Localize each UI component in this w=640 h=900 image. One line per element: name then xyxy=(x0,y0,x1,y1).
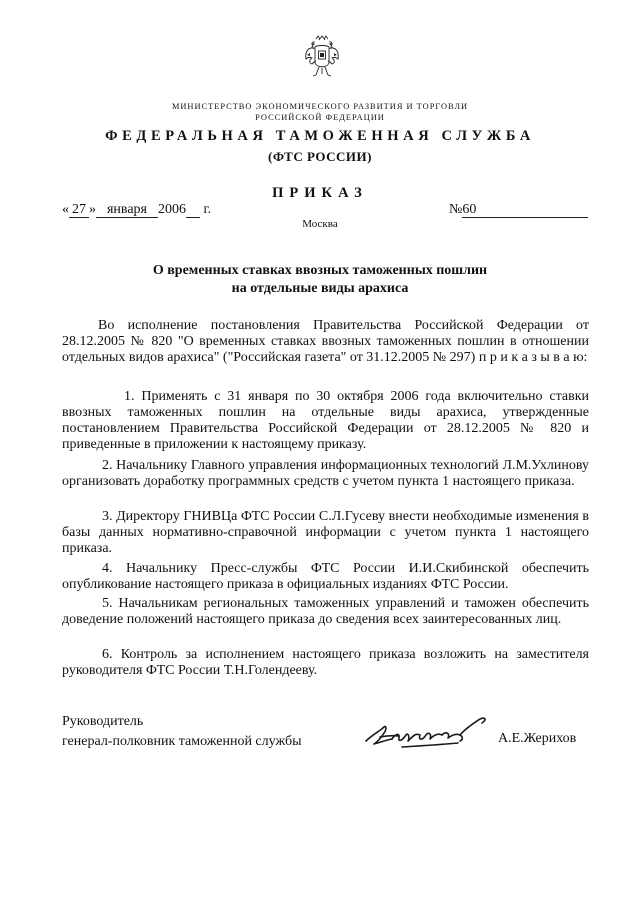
date-year-suffix: г. xyxy=(203,202,212,217)
date-year-blank xyxy=(186,202,200,218)
order-number xyxy=(449,202,588,218)
item-2: 2. Начальнику Главного управления информационных технологий Л.М.Ухлинову организовать доработку программных средств с учетом пункта 1 настоящего приказа. xyxy=(62,458,589,489)
signatory-name: А.Е.Жерихов xyxy=(498,731,577,746)
handwritten-signature xyxy=(362,713,510,759)
ministry-line-1: МИНИСТЕРСТВО ЭКОНОМИЧЕСКОГО РАЗВИТИЯ И ТОРГОВЛИ xyxy=(171,102,469,111)
signature-scribble-icon xyxy=(362,713,510,759)
date-open-quote: « xyxy=(62,202,69,217)
item-3: 3. Директору ГНИВЦа ФТС России С.Л.Гусеву внести необходимые изменения в базы данных нормативно-справочной информации с учетом пункта 1 настоящего приказа. xyxy=(62,509,589,556)
item-4: 4. Начальнику Пресс-службы ФТС России И.И.Скибинской обеспечить опубликование настоящего приказа в официальных изданиях ФТС России. xyxy=(62,561,589,592)
state-emblem xyxy=(303,33,341,79)
subject-line-2: на отдельные виды арахиса xyxy=(231,281,409,296)
subject-line-1: О временных ставках ввозных таможенных пошлин xyxy=(152,263,488,278)
preamble-text: Во исполнение постановления Правительства Российской Федерации от 28.12.2005 № 820 "О временных ставках ввозных таможенных пошлин в отношении отдельных видов арахиса" ("Российская газета" от 31.12.2005 № 297) xyxy=(62,318,589,365)
order-city: Москва xyxy=(302,218,338,230)
signatory-position xyxy=(62,712,301,752)
ministry-name xyxy=(0,101,640,123)
double-headed-eagle-icon xyxy=(303,33,341,79)
date-day: 27 xyxy=(69,202,89,218)
order-subject xyxy=(0,262,640,298)
item-5: 5. Начальникам региональных таможенных управлений и таможен обеспечить доведение положений настоящего приказа до сведения всех заинтересованных лиц. xyxy=(62,596,589,627)
order-date xyxy=(62,202,211,218)
date-year: 2006 xyxy=(158,202,186,217)
number-sign: № xyxy=(449,202,463,217)
position-line-1: Руководитель xyxy=(62,714,144,729)
service-short-name: (ФТС РОССИИ) xyxy=(268,149,372,164)
item-1: 1. Применять с 31 января по 30 октября 2006 года включительно ставки ввозных таможенных пошлин на отдельные виды арахиса, утвержденные постановлением Правительства Российской Федерации от 28.12.2005 № 820 и приведенные в приложении к настоящему приказу. xyxy=(62,389,589,452)
preamble-verb: п р и к а з ы в а ю: xyxy=(478,350,588,365)
service-name: ФЕДЕРАЛЬНАЯ ТАМОЖЕННАЯ СЛУЖБА xyxy=(105,128,535,144)
preamble-paragraph xyxy=(62,318,589,366)
ministry-line-2: РОССИЙСКОЙ ФЕДЕРАЦИИ xyxy=(255,113,385,122)
position-line-2: генерал-полковник таможенной службы xyxy=(62,734,302,749)
order-title: ПРИКАЗ xyxy=(272,185,368,201)
item-6: 6. Контроль за исполнением настоящего приказа возложить на заместителя руководителя ФТС России Т.Н.Голендееву. xyxy=(62,647,589,678)
date-month: января xyxy=(96,202,158,218)
number-value: 60 xyxy=(462,202,588,218)
date-close-quote: » xyxy=(89,202,96,217)
